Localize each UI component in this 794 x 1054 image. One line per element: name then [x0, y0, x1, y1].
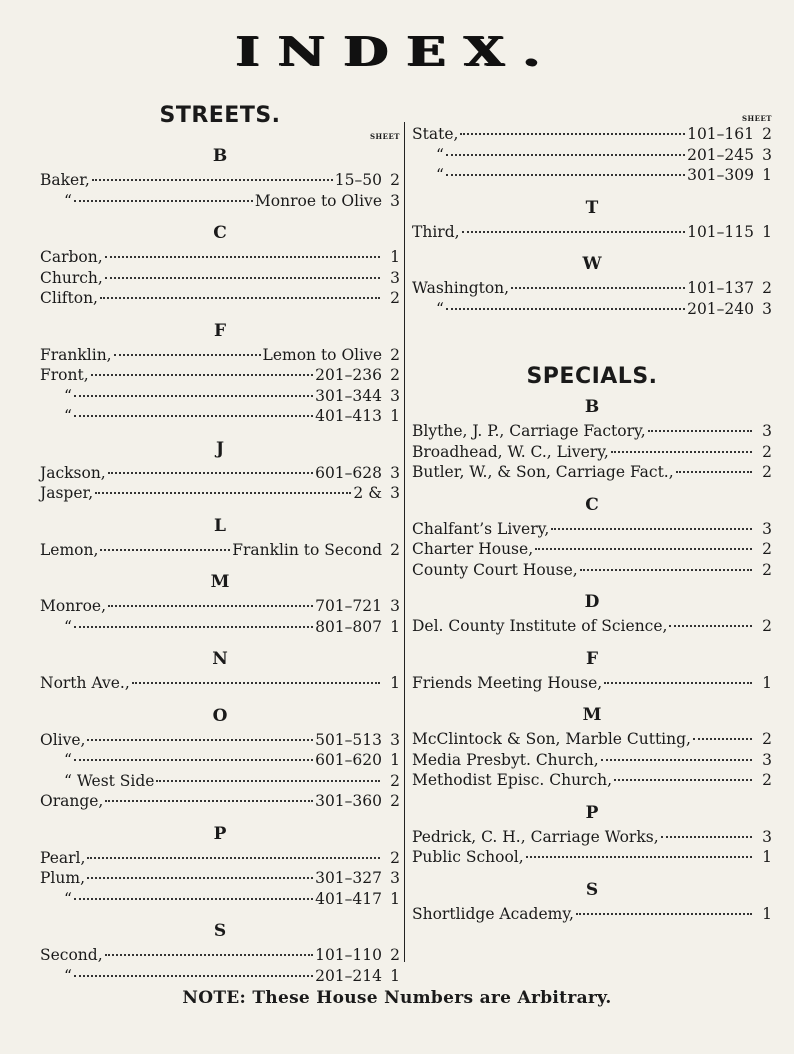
dot-leader	[446, 154, 685, 156]
index-entry	[40, 406, 400, 427]
entry-name: Charter House,	[412, 540, 534, 558]
index-entry	[40, 617, 400, 638]
entry-name: Church,	[40, 268, 103, 287]
entry-sheet: 3	[762, 422, 772, 440]
letter-heading: P	[213, 823, 227, 844]
entry-range: 301–360	[315, 792, 382, 810]
index-entry	[412, 539, 772, 560]
entry-name: Clifton,	[40, 289, 98, 307]
entry-sheet: 2	[390, 946, 400, 964]
letter-heading: F	[213, 320, 227, 341]
index-entry	[412, 750, 772, 771]
dot-leader	[74, 626, 313, 628]
letter-heading: B	[584, 397, 600, 417]
entry-range: 201–214	[315, 966, 382, 985]
entry-name: “	[64, 191, 72, 210]
dot-leader	[105, 256, 380, 258]
dot-leader	[511, 287, 685, 289]
entry-sheet: 3	[390, 191, 400, 210]
entry-sheet: 3	[390, 386, 400, 405]
entry-sheet: 1	[762, 904, 772, 923]
index-entry	[40, 540, 400, 561]
dot-leader	[551, 528, 752, 530]
entry-name: Third,	[412, 222, 460, 241]
entry-range: 301–344	[315, 386, 382, 405]
entry-sheet: 3	[762, 145, 772, 164]
dot-leader	[614, 779, 752, 781]
entry-range: 601–620	[315, 751, 382, 769]
index-entry	[40, 791, 400, 812]
dot-leader	[100, 549, 230, 551]
dot-leader	[460, 133, 685, 135]
index-entry	[40, 868, 400, 889]
letter-heading: F	[585, 648, 599, 669]
index-entry	[412, 278, 772, 299]
streets-column	[40, 100, 400, 994]
entry-name: Orange,	[40, 792, 104, 810]
letter-heading: C	[585, 494, 599, 515]
letter-heading: W	[582, 254, 602, 274]
entry-range: Franklin to Second	[232, 540, 382, 559]
entry-sheet: 2	[762, 730, 772, 748]
dot-leader	[74, 200, 253, 202]
index-entry	[40, 247, 400, 268]
index-entry	[40, 945, 400, 966]
index-entry	[40, 848, 400, 869]
entry-sheet: 1	[390, 966, 400, 985]
entry-name: Olive,	[40, 730, 86, 749]
entry-name: Plum,	[40, 869, 85, 887]
dot-leader	[576, 913, 752, 915]
streets-list	[40, 142, 400, 994]
entry-range: 101–110	[315, 946, 382, 964]
entry-name: Jasper,	[40, 484, 94, 502]
index-entry	[412, 827, 772, 848]
dot-leader	[669, 625, 752, 627]
index-entry	[40, 463, 400, 484]
entry-sheet: 2	[390, 345, 400, 364]
entry-sheet: 1	[390, 674, 400, 692]
entry-sheet: 2	[762, 125, 772, 143]
dot-leader	[95, 492, 351, 494]
entry-sheet: 1	[390, 617, 400, 636]
letter-heading: T	[585, 197, 599, 218]
dot-leader	[87, 857, 380, 859]
entry-sheet: 2	[762, 442, 772, 461]
dot-leader	[535, 548, 752, 550]
sheet-column-label-right: SHEET	[741, 114, 772, 123]
index-entry	[40, 191, 400, 212]
dot-leader	[105, 954, 313, 956]
entry-name: Second,	[40, 946, 103, 964]
index-entry	[412, 904, 772, 925]
dot-leader	[92, 179, 333, 181]
entry-range: 101–115	[687, 222, 754, 241]
entry-range: 201–240	[687, 299, 754, 318]
entry-sheet: 2	[390, 366, 400, 384]
entry-range: 701–721	[315, 597, 382, 615]
dot-leader	[611, 451, 752, 453]
letter-heading: L	[214, 515, 226, 536]
entry-range: 801–807	[315, 617, 382, 636]
specials-list	[412, 393, 772, 932]
index-entry	[40, 483, 400, 504]
index-entry	[412, 770, 772, 791]
entry-name: North Ave.,	[40, 674, 130, 692]
index-entry	[40, 596, 400, 617]
entry-sheet: 1	[390, 751, 400, 769]
letter-heading: B	[212, 146, 228, 166]
right-column	[412, 114, 772, 932]
entry-range: 401–413	[315, 407, 382, 425]
entry-name: “	[64, 617, 72, 636]
entry-range: 101–161	[687, 125, 754, 143]
dot-leader	[676, 471, 752, 473]
entry-sheet: 1	[762, 166, 772, 184]
entry-sheet: 2	[762, 463, 772, 481]
dot-leader	[108, 472, 313, 474]
entry-name: Pedrick, C. H., Carriage Works,	[412, 827, 659, 846]
dot-leader	[132, 682, 380, 684]
entry-name: State,	[412, 125, 459, 143]
entry-name: Public School,	[412, 848, 524, 866]
entry-sheet: 2	[390, 289, 400, 307]
letter-heading: S	[585, 879, 599, 900]
entry-sheet: 3	[390, 268, 400, 287]
streets-heading: STREETS.	[159, 103, 281, 128]
index-entry	[412, 299, 772, 320]
dot-leader	[91, 374, 313, 376]
dot-leader	[108, 605, 313, 607]
entry-name: “	[64, 966, 72, 985]
index-entry	[412, 442, 772, 463]
dot-leader	[74, 395, 313, 397]
entry-sheet: 3	[390, 869, 400, 887]
dot-leader	[100, 297, 380, 299]
entry-name: Lemon,	[40, 540, 99, 559]
entry-name: County Court House,	[412, 560, 578, 579]
dot-leader	[601, 759, 752, 761]
index-entry	[412, 165, 772, 186]
dot-leader	[648, 430, 752, 432]
entry-name: “	[436, 299, 444, 318]
index-entry	[412, 124, 772, 145]
entry-sheet: 2	[390, 848, 400, 867]
entry-name: Blythe, J. P., Carriage Factory,	[412, 422, 646, 440]
index-entry	[412, 847, 772, 868]
entry-name: “	[64, 889, 72, 908]
column-divider	[404, 122, 405, 962]
entry-range: 201–245	[687, 145, 754, 164]
dot-leader	[105, 800, 313, 802]
entry-range: Monroe to Olive	[254, 191, 382, 210]
footnote: NOTE: These House Numbers are Arbitrary.	[182, 988, 612, 1008]
entry-sheet: 2	[762, 540, 772, 558]
entry-name: Washington,	[412, 279, 510, 297]
entry-range: 15–50	[334, 171, 382, 189]
dot-leader	[526, 856, 752, 858]
entry-name: McClintock & Son, Marble Cutting,	[412, 730, 691, 748]
entry-name: Methodist Episc. Church,	[412, 771, 613, 789]
entry-sheet: 3	[390, 484, 400, 502]
entry-sheet: 1	[390, 407, 400, 425]
entry-sheet: 2	[762, 617, 772, 635]
index-entry	[40, 966, 400, 987]
index-entry	[40, 730, 400, 751]
index-entry	[412, 560, 772, 581]
entry-sheet: 2	[390, 540, 400, 559]
entry-sheet: 3	[762, 750, 772, 769]
entry-range: 501–513	[315, 730, 382, 749]
sheet-column-label: SHEET	[369, 132, 400, 141]
entry-name: Friends Meeting House,	[412, 673, 603, 692]
entry-sheet: 3	[762, 519, 772, 538]
entry-name: Media Presbyt. Church,	[412, 750, 599, 769]
entry-sheet: 3	[390, 730, 400, 749]
dot-leader	[462, 231, 686, 233]
dot-leader	[74, 975, 313, 977]
entry-sheet: 1	[390, 248, 400, 266]
index-entry	[412, 222, 772, 243]
index-entry	[412, 519, 772, 540]
entry-sheet: 2	[762, 279, 772, 297]
entry-sheet: 3	[390, 463, 400, 482]
letter-heading: J	[215, 438, 225, 459]
entry-sheet: 2	[390, 171, 400, 189]
index-entry	[40, 750, 400, 771]
dot-leader	[105, 277, 380, 279]
entry-range: 101–137	[687, 279, 754, 297]
index-entry	[40, 386, 400, 407]
entry-range: 2 &	[353, 484, 382, 502]
index-entry	[40, 268, 400, 289]
entry-range: 401–417	[315, 889, 382, 908]
entry-sheet: 2	[762, 560, 772, 579]
index-entry	[412, 616, 772, 637]
entry-sheet: 1	[762, 673, 772, 692]
dot-leader	[87, 739, 313, 741]
dot-leader	[156, 780, 380, 782]
index-entry	[40, 345, 400, 366]
entry-sheet: 3	[762, 299, 772, 318]
dot-leader	[446, 174, 685, 176]
letter-heading: S	[213, 921, 227, 941]
letter-heading: P	[585, 802, 599, 823]
dot-leader	[604, 682, 752, 684]
letter-heading: C	[213, 223, 227, 243]
index-entry	[412, 462, 772, 483]
entry-range: Lemon to Olive	[262, 345, 382, 364]
dot-leader	[693, 738, 752, 740]
entry-name: “	[64, 386, 72, 405]
entry-name: Pearl,	[40, 848, 86, 867]
index-entry	[412, 421, 772, 442]
entry-name: “	[64, 751, 72, 769]
streets-continued-list	[412, 124, 772, 327]
entry-name: Baker,	[40, 171, 90, 189]
entry-name: Broadhead, W. C., Livery,	[412, 442, 609, 461]
dot-leader	[580, 569, 752, 571]
entry-name: Carbon,	[40, 248, 103, 266]
entry-sheet: 3	[762, 827, 772, 846]
letter-heading: N	[212, 649, 228, 669]
entry-sheet: 2	[390, 792, 400, 810]
entry-name: Front,	[40, 366, 89, 384]
dot-leader	[74, 415, 313, 417]
entry-sheet: 3	[390, 597, 400, 615]
entry-name: Butler, W., & Son, Carriage Fact.,	[412, 463, 674, 481]
index-entry	[40, 170, 400, 191]
entry-range: 301–327	[315, 869, 382, 887]
entry-range: 601–628	[315, 463, 382, 482]
index-entry	[40, 673, 400, 694]
dot-leader	[114, 354, 261, 356]
entry-name: Shortlidge Academy,	[412, 904, 574, 923]
dot-leader	[661, 836, 752, 838]
entry-name: Monroe,	[40, 597, 107, 615]
specials-heading: SPECIALS.	[526, 364, 658, 389]
index-entry	[412, 145, 772, 166]
index-entry	[40, 771, 400, 792]
entry-name: Del. County Institute of Science,	[412, 617, 668, 635]
letter-heading: M	[210, 572, 230, 592]
entry-name: “	[436, 166, 444, 184]
index-entry	[40, 889, 400, 910]
entry-range: 201–236	[315, 366, 382, 384]
entry-sheet: 2	[762, 771, 772, 789]
entry-sheet: 1	[762, 222, 772, 241]
index-entry	[412, 673, 772, 694]
dot-leader	[446, 308, 685, 310]
entry-name: “ West Side	[64, 771, 155, 790]
index-entry	[40, 288, 400, 309]
entry-sheet: 1	[390, 889, 400, 908]
entry-name: “	[436, 145, 444, 164]
index-entry	[40, 365, 400, 386]
index-entry	[412, 729, 772, 750]
entry-name: Jackson,	[40, 463, 106, 482]
page-title: INDEX.	[235, 28, 559, 76]
entry-name: Chalfant’s Livery,	[412, 519, 550, 538]
dot-leader	[74, 759, 313, 761]
entry-name: Franklin,	[40, 345, 112, 364]
dot-leader	[74, 898, 313, 900]
entry-name: “	[64, 407, 72, 425]
entry-sheet: 1	[762, 848, 772, 866]
letter-heading: M	[582, 705, 602, 725]
dot-leader	[87, 877, 313, 879]
letter-heading: D	[584, 592, 600, 612]
entry-range: 301–309	[687, 166, 754, 184]
entry-sheet: 2	[390, 771, 400, 790]
letter-heading: O	[212, 705, 228, 726]
